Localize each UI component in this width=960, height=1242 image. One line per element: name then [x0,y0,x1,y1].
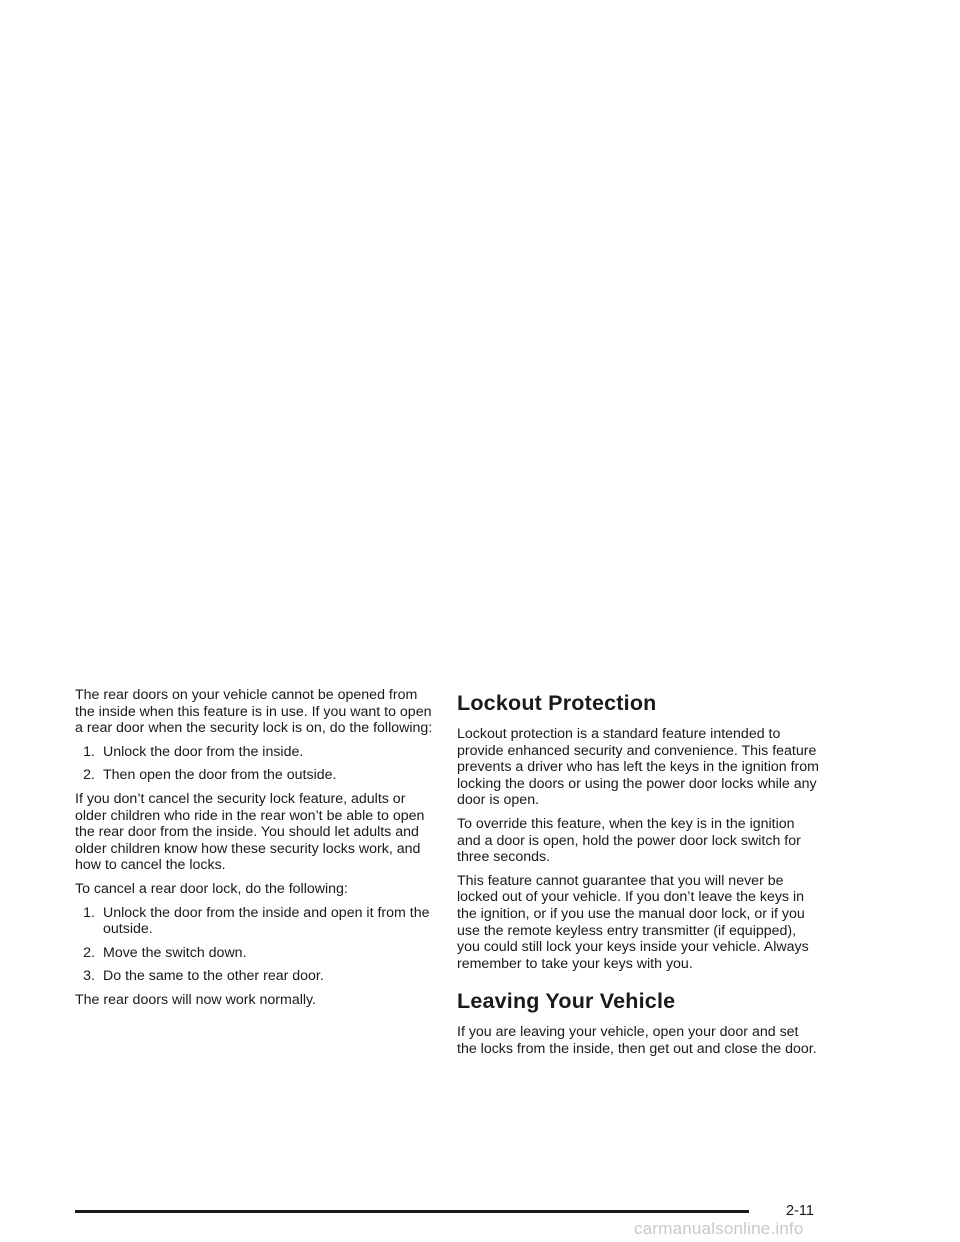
step-text: Move the switch down. [103,944,247,961]
step-number: 1. [83,743,95,760]
lockout-paragraph-2: To override this feature, when the key is in the ignition and a door is open, hold the power door lock switch for three seconds. [457,815,801,866]
footer-rule [75,1210,749,1213]
list-item [75,767,437,784]
step-text: Do the same to the other rear door. [103,968,324,985]
step-number: 2. [83,944,95,961]
left-column [75,687,437,1016]
right-column [457,687,819,1065]
list-item [75,744,437,761]
warning-paragraph: If you don’t cancel the security lock feature, adults or older children who ride in the rear won’t be able to open the rear door from the inside. You should let adults and older children know how these security locks work, and how to cancel the locks. [75,790,425,874]
cancel-lock-steps [75,905,437,985]
leaving-paragraph: If you are leaving your vehicle, open your door and set the locks from the inside, then get out and close the door. [457,1024,817,1057]
step-number: 2. [83,767,95,784]
leaving-vehicle-heading: Leaving Your Vehicle [457,989,676,1014]
step-text: Unlock the door from the inside and open it from the outside. [103,904,430,938]
page-number: 2-11 [786,1203,814,1219]
step-number: 3. [83,968,95,985]
intro-paragraph: The rear doors on your vehicle cannot be opened from the inside when this feature is in use. If you want to open a rear door when the security lock is on, do the following: [75,687,433,737]
lockout-paragraph-1: Lockout protection is a standard feature intended to provide enhanced security and convenience. This feature prevents a driver who has left the keys in the ignition from locking the doors or using the power door locks while any door is open. [457,726,819,809]
list-item [75,945,437,962]
lockout-protection-heading: Lockout Protection [457,691,657,715]
list-item [75,968,437,985]
step-number: 1. [83,904,95,921]
list-item [75,905,437,938]
step-text: Then open the door from the outside. [103,767,337,784]
cancel-intro-paragraph: To cancel a rear door lock, do the following: [75,880,348,897]
step-text: Unlock the door from the inside. [103,743,304,760]
lockout-paragraph-3: This feature cannot guarantee that you will never be locked out of your vehicle. If you don’t leave the keys in the ignition, or if you use the manual door lock, or if you use the remote keyless entry transmitter (if equipped), you could still lock your keys inside your vehicle. Always remember to take your keys with you. [457,872,809,972]
open-door-steps [75,744,437,784]
watermark: carmanualsonline.info [634,1219,804,1238]
closing-paragraph: The rear doors will now work normally. [75,991,316,1008]
